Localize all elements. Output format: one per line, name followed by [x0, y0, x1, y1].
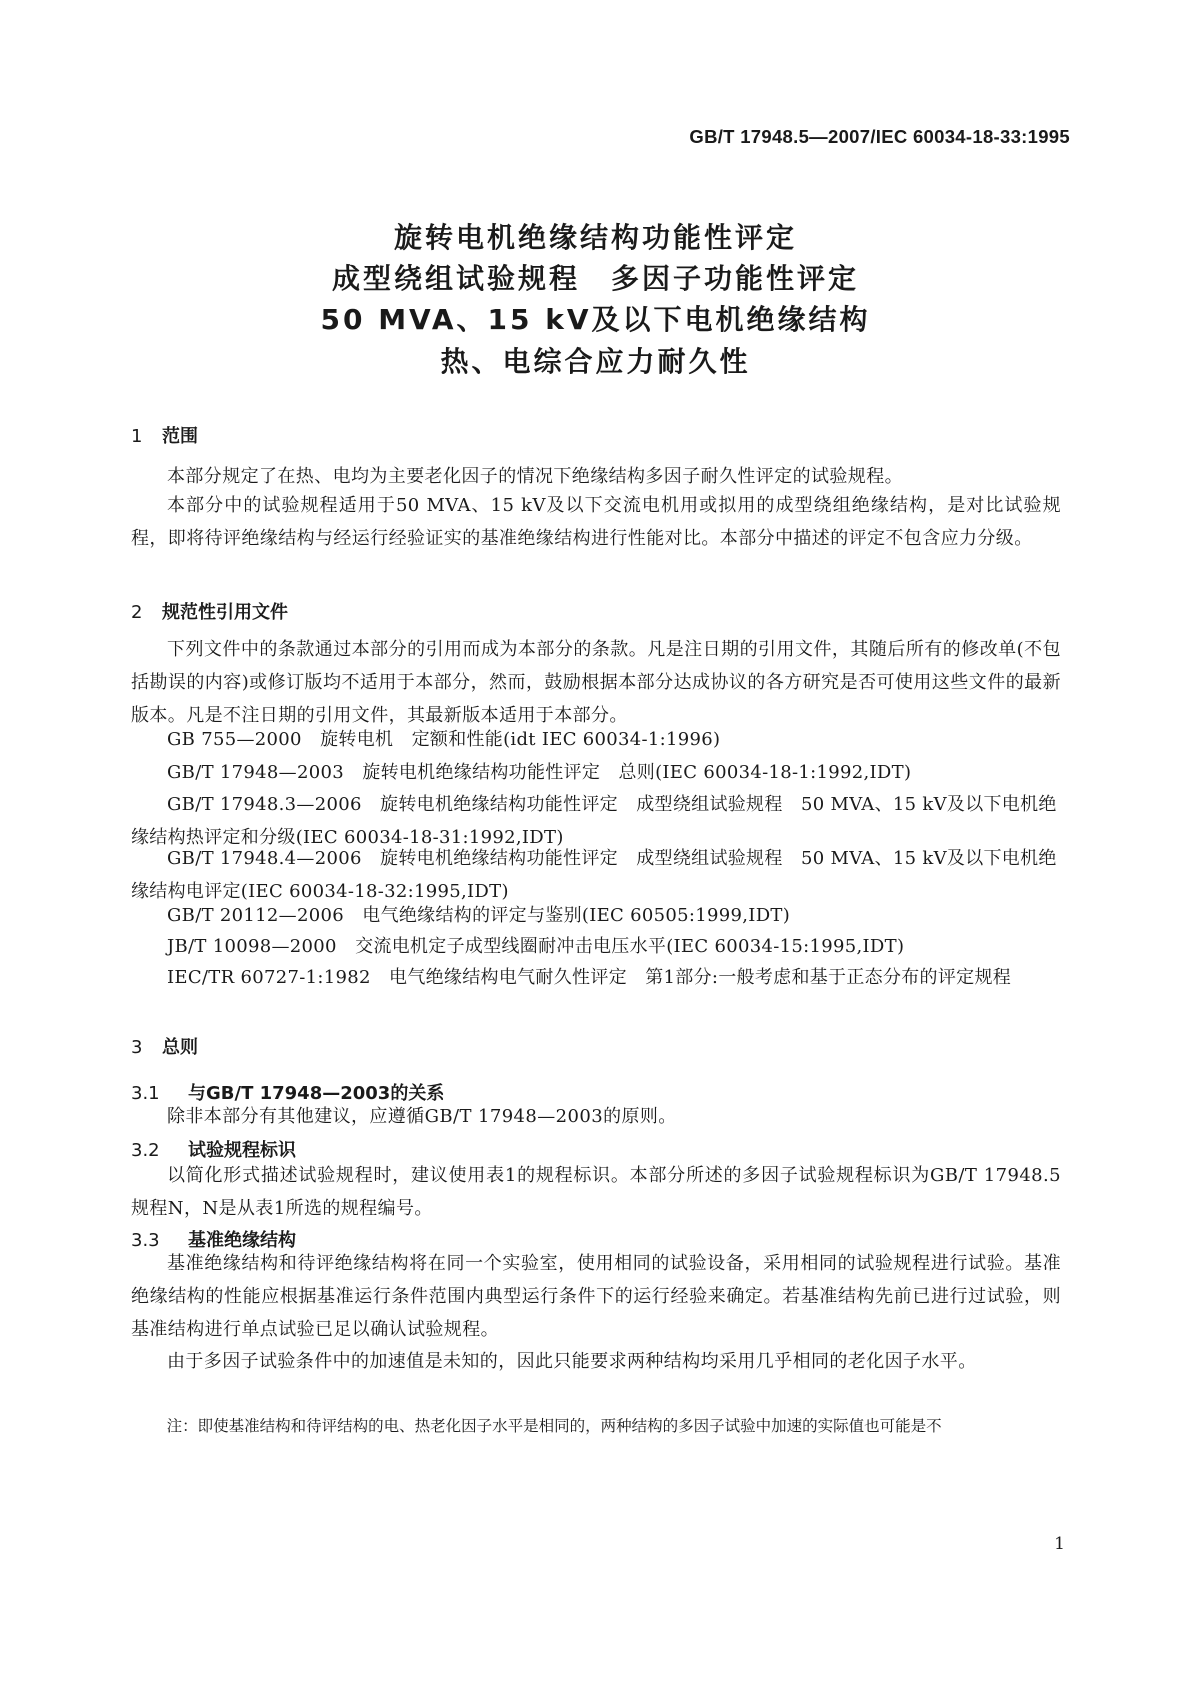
section-3-heading	[131, 1033, 198, 1059]
standard-code-header: GB/T 17948.5—2007/IEC 60034-18-33:1995	[689, 126, 1070, 147]
subsection-number: 3.2	[131, 1140, 160, 1161]
note-text: 注：即使基准结构和待评结构的电、热老化因子水平是相同的，两种结构的多因子试验中加速的实际值也可能是不	[166, 1417, 942, 1435]
reference-item: GB/T 17948—2003 旋转电机绝缘结构功能性评定 总则(IEC 60034-18-1:1992,IDT)	[167, 762, 912, 783]
page-number: 1	[1054, 1534, 1065, 1554]
reference-item: GB/T 20112—2006 电气绝缘结构的评定与鉴别(IEC 60505:1999,IDT)	[167, 905, 791, 926]
section-title: 范围	[162, 426, 198, 447]
subsection-3-3-paragraph-2: 由于多因子试验条件中的加速值是未知的，因此只能要求两种结构均采用几乎相同的老化因子水平。	[167, 1351, 977, 1372]
title-line-3: 50 MVA、15 kV及以下电机绝缘结构	[320, 303, 871, 336]
scope-paragraph-1: 本部分规定了在热、电均为主要老化因子的情况下绝缘结构多因子耐久性评定的试验规程。	[167, 466, 903, 487]
title-line-2: 成型绕组试验规程 多因子功能性评定	[331, 262, 859, 295]
title-line-1: 旋转电机绝缘结构功能性评定	[393, 221, 797, 254]
normative-references-intro: 下列文件中的条款通过本部分的引用而成为本部分的条款。凡是注日期的引用文件，其随后所有的修改单(不包括勘误的内容)或修订版均不适用于本部分，然而，鼓励根据本部分达成协议的各方研究是否可使用这些文件的最新版本。凡是不注日期的引用文件，其最新版本适用于本部分。	[131, 639, 1061, 726]
subsection-3-2-text: 以简化形式描述试验规程时，建议使用表1的规程标识。本部分所述的多因子试验规程标识为GB/T 17948.5规程N，N是从表1所选的规程编号。	[131, 1165, 1061, 1219]
subsection-number: 3.1	[131, 1083, 160, 1104]
title-line-4: 热、电综合应力耐久性	[440, 345, 751, 378]
section-number: 1	[131, 426, 143, 447]
scope-paragraph-2: 本部分中的试验规程适用于50 MVA、15 kV及以下交流电机用或拟用的成型绕组绝缘结构，是对比试验规程，即将待评绝缘结构与经运行经验证实的基准绝缘结构进行性能对比。本部分中描述的评定不包含应力分级。	[131, 495, 1061, 549]
reference-item: JB/T 10098—2000 交流电机定子成型线圈耐冲击电压水平(IEC 60034-15:1995,IDT)	[167, 936, 905, 957]
subsection-number: 3.3	[131, 1230, 160, 1251]
subsection-3-1-text: 除非本部分有其他建议，应遵循GB/T 17948—2003的原则。	[167, 1106, 677, 1127]
section-1-heading	[131, 422, 198, 448]
subsection-title: 试验规程标识	[188, 1140, 296, 1161]
reference-item: GB/T 17948.3—2006 旋转电机绝缘结构功能性评定 成型绕组试验规程 50 MVA、15 kV及以下电机绝缘结构热评定和分级(IEC 60034-18-31:1992,IDT)	[131, 794, 1057, 848]
reference-item: IEC/TR 60727-1:1982 电气绝缘结构电气耐久性评定 第1部分:一般考虑和基于正态分布的评定规程	[167, 967, 1012, 988]
subsection-3-3-paragraph-1: 基准绝缘结构和待评绝缘结构将在同一个实验室，使用相同的试验设备，采用相同的试验规程进行试验。基准绝缘结构的性能应根据基准运行条件范围内典型运行条件下的运行经验来确定。若基准结构先前已进行过试验，则基准结构进行单点试验已足以确认试验规程。	[131, 1253, 1061, 1340]
section-2-heading	[131, 598, 288, 624]
reference-item: GB/T 17948.4—2006 旋转电机绝缘结构功能性评定 成型绕组试验规程 50 MVA、15 kV及以下电机绝缘结构电评定(IEC 60034-18-32:1995,IDT)	[131, 848, 1057, 902]
section-title: 规范性引用文件	[162, 602, 288, 623]
subsection-title: 与GB/T 17948—2003的关系	[188, 1083, 445, 1104]
subsection-title: 基准绝缘结构	[188, 1230, 296, 1251]
section-number: 3	[131, 1037, 143, 1058]
reference-item: GB 755—2000 旋转电机 定额和性能(idt IEC 60034-1:1996)	[167, 729, 721, 750]
section-title: 总则	[162, 1037, 198, 1058]
section-number: 2	[131, 602, 143, 623]
